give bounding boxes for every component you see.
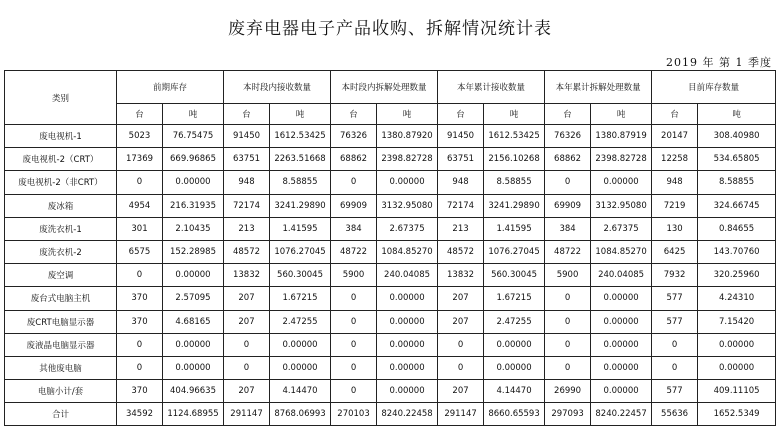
cell-weight: 0.00000 bbox=[377, 310, 438, 333]
cell-count: 69909 bbox=[545, 194, 591, 217]
cell-count: 370 bbox=[117, 310, 163, 333]
cell-weight: 1.67215 bbox=[484, 287, 545, 310]
cell-weight: 4.24310 bbox=[698, 287, 776, 310]
cell-weight: 0.00000 bbox=[698, 333, 776, 356]
cell-weight: 4.68165 bbox=[163, 310, 224, 333]
cell-weight: 3241.29890 bbox=[270, 194, 331, 217]
cell-weight: 0.00000 bbox=[591, 171, 652, 194]
cell-weight: 0.00000 bbox=[377, 333, 438, 356]
cell-count: 207 bbox=[224, 287, 270, 310]
cell-count: 577 bbox=[652, 380, 698, 403]
cell-weight: 2398.82728 bbox=[377, 148, 438, 171]
cell-weight: 1084.85270 bbox=[377, 240, 438, 263]
row-category: 废电视机-1 bbox=[5, 125, 117, 148]
cell-count: 0 bbox=[331, 310, 377, 333]
cell-count: 207 bbox=[224, 380, 270, 403]
cell-weight: 324.66745 bbox=[698, 194, 776, 217]
cell-count: 0 bbox=[224, 356, 270, 379]
cell-count: 948 bbox=[438, 171, 484, 194]
header-group: 本时段内拆解处理数量 bbox=[331, 71, 438, 104]
table-row bbox=[5, 403, 776, 426]
cell-count: 7219 bbox=[652, 194, 698, 217]
cell-count: 72174 bbox=[438, 194, 484, 217]
cell-count: 0 bbox=[224, 333, 270, 356]
cell-count: 0 bbox=[545, 356, 591, 379]
cell-weight: 1652.5349 bbox=[698, 403, 776, 426]
cell-count: 7932 bbox=[652, 264, 698, 287]
cell-count: 76326 bbox=[331, 125, 377, 148]
cell-count: 207 bbox=[438, 287, 484, 310]
cell-weight: 0.00000 bbox=[163, 356, 224, 379]
cell-weight: 4.14470 bbox=[484, 380, 545, 403]
cell-count: 55636 bbox=[652, 403, 698, 426]
unit-dun: 吨 bbox=[484, 104, 545, 125]
cell-count: 0 bbox=[117, 171, 163, 194]
cell-count: 297093 bbox=[545, 403, 591, 426]
cell-count: 91450 bbox=[438, 125, 484, 148]
cell-weight: 0.00000 bbox=[591, 380, 652, 403]
cell-weight: 404.96635 bbox=[163, 380, 224, 403]
cell-weight: 8240.22457 bbox=[591, 403, 652, 426]
cell-weight: 0.00000 bbox=[591, 310, 652, 333]
cell-count: 0 bbox=[117, 264, 163, 287]
unit-dun: 吨 bbox=[591, 104, 652, 125]
cell-count: 0 bbox=[545, 287, 591, 310]
table-row bbox=[5, 194, 776, 217]
cell-weight: 0.00000 bbox=[163, 264, 224, 287]
cell-weight: 0.00000 bbox=[484, 333, 545, 356]
cell-count: 207 bbox=[438, 310, 484, 333]
cell-weight: 0.00000 bbox=[163, 333, 224, 356]
cell-weight: 8.58855 bbox=[270, 171, 331, 194]
cell-weight: 0.00000 bbox=[377, 171, 438, 194]
cell-count: 0 bbox=[117, 333, 163, 356]
cell-count: 291147 bbox=[224, 403, 270, 426]
cell-count: 0 bbox=[545, 171, 591, 194]
row-category: 其他废电脑 bbox=[5, 356, 117, 379]
cell-weight: 320.25960 bbox=[698, 264, 776, 287]
cell-count: 130 bbox=[652, 217, 698, 240]
cell-weight: 409.11105 bbox=[698, 380, 776, 403]
cell-count: 72174 bbox=[224, 194, 270, 217]
cell-count: 20147 bbox=[652, 125, 698, 148]
unit-dun: 吨 bbox=[377, 104, 438, 125]
cell-count: 213 bbox=[438, 217, 484, 240]
row-category: 废冰箱 bbox=[5, 194, 117, 217]
cell-count: 0 bbox=[545, 333, 591, 356]
cell-weight: 1124.68955 bbox=[163, 403, 224, 426]
unit-tai: 台 bbox=[117, 104, 163, 125]
cell-count: 0 bbox=[438, 333, 484, 356]
cell-count: 370 bbox=[117, 287, 163, 310]
cell-count: 0 bbox=[545, 310, 591, 333]
cell-weight: 8.58855 bbox=[484, 171, 545, 194]
unit-tai: 台 bbox=[652, 104, 698, 125]
cell-weight: 0.00000 bbox=[377, 356, 438, 379]
cell-weight: 8240.22458 bbox=[377, 403, 438, 426]
cell-count: 0 bbox=[331, 356, 377, 379]
cell-count: 34592 bbox=[117, 403, 163, 426]
cell-weight: 3241.29890 bbox=[484, 194, 545, 217]
unit-dun: 吨 bbox=[270, 104, 331, 125]
cell-weight: 0.00000 bbox=[591, 356, 652, 379]
cell-weight: 1.41595 bbox=[270, 217, 331, 240]
cell-weight: 2.57095 bbox=[163, 287, 224, 310]
cell-count: 384 bbox=[331, 217, 377, 240]
cell-weight: 2.67375 bbox=[591, 217, 652, 240]
statistics-table bbox=[4, 70, 776, 426]
cell-count: 0 bbox=[652, 333, 698, 356]
cell-count: 63751 bbox=[438, 148, 484, 171]
cell-weight: 4.14470 bbox=[270, 380, 331, 403]
cell-weight: 76.75475 bbox=[163, 125, 224, 148]
table-row bbox=[5, 333, 776, 356]
table-row bbox=[5, 125, 776, 148]
unit-tai: 台 bbox=[438, 104, 484, 125]
header-group: 本时段内接收数量 bbox=[224, 71, 331, 104]
cell-weight: 669.96865 bbox=[163, 148, 224, 171]
cell-count: 48572 bbox=[224, 240, 270, 263]
report-title: 废弃电器电子产品收购、拆解情况统计表 bbox=[228, 19, 552, 39]
cell-count: 5900 bbox=[545, 264, 591, 287]
cell-count: 48572 bbox=[438, 240, 484, 263]
cell-weight: 1380.87920 bbox=[377, 125, 438, 148]
header-group: 目前库存数量 bbox=[652, 71, 776, 104]
cell-weight: 308.40980 bbox=[698, 125, 776, 148]
row-category: 废空调 bbox=[5, 264, 117, 287]
cell-count: 291147 bbox=[438, 403, 484, 426]
row-category: 电脑小计/套 bbox=[5, 380, 117, 403]
unit-tai: 台 bbox=[331, 104, 377, 125]
cell-count: 68862 bbox=[545, 148, 591, 171]
cell-weight: 240.04085 bbox=[591, 264, 652, 287]
cell-count: 384 bbox=[545, 217, 591, 240]
row-category: 废电视机-2（CRT） bbox=[5, 148, 117, 171]
cell-count: 5023 bbox=[117, 125, 163, 148]
cell-count: 26990 bbox=[545, 380, 591, 403]
cell-weight: 2.10435 bbox=[163, 217, 224, 240]
cell-weight: 1380.87919 bbox=[591, 125, 652, 148]
cell-weight: 0.00000 bbox=[591, 333, 652, 356]
cell-count: 0 bbox=[331, 380, 377, 403]
row-category: 废洗衣机-1 bbox=[5, 217, 117, 240]
unit-dun: 吨 bbox=[163, 104, 224, 125]
cell-count: 17369 bbox=[117, 148, 163, 171]
table-row bbox=[5, 287, 776, 310]
cell-weight: 2156.10268 bbox=[484, 148, 545, 171]
cell-count: 48722 bbox=[545, 240, 591, 263]
table-row bbox=[5, 380, 776, 403]
header-group: 本年累计拆解处理数量 bbox=[545, 71, 652, 104]
unit-tai: 台 bbox=[545, 104, 591, 125]
cell-count: 4954 bbox=[117, 194, 163, 217]
cell-weight: 3132.95080 bbox=[591, 194, 652, 217]
cell-count: 68862 bbox=[331, 148, 377, 171]
table-row bbox=[5, 217, 776, 240]
cell-count: 76326 bbox=[545, 125, 591, 148]
header-row-groups bbox=[5, 71, 776, 104]
cell-weight: 0.00000 bbox=[484, 356, 545, 379]
cell-weight: 1.41595 bbox=[484, 217, 545, 240]
cell-weight: 8660.65593 bbox=[484, 403, 545, 426]
table-row bbox=[5, 310, 776, 333]
cell-weight: 1612.53425 bbox=[270, 125, 331, 148]
cell-count: 12258 bbox=[652, 148, 698, 171]
cell-weight: 143.70760 bbox=[698, 240, 776, 263]
row-category: 废液晶电脑显示器 bbox=[5, 333, 117, 356]
cell-count: 370 bbox=[117, 380, 163, 403]
cell-count: 948 bbox=[224, 171, 270, 194]
cell-weight: 0.84655 bbox=[698, 217, 776, 240]
cell-weight: 2.67375 bbox=[377, 217, 438, 240]
cell-weight: 240.04085 bbox=[377, 264, 438, 287]
row-category: 合计 bbox=[5, 403, 117, 426]
cell-count: 207 bbox=[438, 380, 484, 403]
header-category: 类别 bbox=[5, 71, 117, 125]
cell-count: 948 bbox=[652, 171, 698, 194]
cell-weight: 152.28985 bbox=[163, 240, 224, 263]
cell-weight: 8.58855 bbox=[698, 171, 776, 194]
cell-weight: 2.47255 bbox=[484, 310, 545, 333]
row-category: 废电视机-2（非CRT） bbox=[5, 171, 117, 194]
cell-weight: 216.31935 bbox=[163, 194, 224, 217]
table-row bbox=[5, 240, 776, 263]
cell-count: 91450 bbox=[224, 125, 270, 148]
cell-weight: 0.00000 bbox=[270, 356, 331, 379]
table-row bbox=[5, 264, 776, 287]
cell-weight: 2263.51668 bbox=[270, 148, 331, 171]
cell-count: 270103 bbox=[331, 403, 377, 426]
unit-tai: 台 bbox=[224, 104, 270, 125]
cell-weight: 560.30045 bbox=[270, 264, 331, 287]
cell-count: 577 bbox=[652, 310, 698, 333]
cell-weight: 1076.27045 bbox=[484, 240, 545, 263]
cell-weight: 8768.06993 bbox=[270, 403, 331, 426]
header-group: 前期库存 bbox=[117, 71, 224, 104]
cell-weight: 0.00000 bbox=[698, 356, 776, 379]
cell-weight: 0.00000 bbox=[377, 287, 438, 310]
cell-weight: 560.30045 bbox=[484, 264, 545, 287]
cell-count: 0 bbox=[331, 287, 377, 310]
cell-weight: 3132.95080 bbox=[377, 194, 438, 217]
table-row bbox=[5, 148, 776, 171]
cell-weight: 7.15420 bbox=[698, 310, 776, 333]
cell-count: 207 bbox=[224, 310, 270, 333]
cell-count: 6425 bbox=[652, 240, 698, 263]
report-period: 2019 年 第 1 季度 bbox=[666, 56, 772, 69]
cell-weight: 1084.85270 bbox=[591, 240, 652, 263]
cell-weight: 0.00000 bbox=[591, 287, 652, 310]
cell-count: 213 bbox=[224, 217, 270, 240]
table-row bbox=[5, 356, 776, 379]
table-row bbox=[5, 171, 776, 194]
cell-weight: 2398.82728 bbox=[591, 148, 652, 171]
cell-count: 13832 bbox=[224, 264, 270, 287]
cell-count: 301 bbox=[117, 217, 163, 240]
unit-dun: 吨 bbox=[698, 104, 776, 125]
cell-count: 0 bbox=[331, 171, 377, 194]
cell-count: 0 bbox=[652, 356, 698, 379]
cell-weight: 0.00000 bbox=[270, 333, 331, 356]
cell-count: 6575 bbox=[117, 240, 163, 263]
cell-weight: 2.47255 bbox=[270, 310, 331, 333]
header-group: 本年累计接收数量 bbox=[438, 71, 545, 104]
header-row-units bbox=[5, 104, 776, 125]
cell-weight: 1076.27045 bbox=[270, 240, 331, 263]
row-category: 废台式电脑主机 bbox=[5, 287, 117, 310]
row-category: 废CRT电脑显示器 bbox=[5, 310, 117, 333]
cell-count: 48722 bbox=[331, 240, 377, 263]
cell-count: 0 bbox=[331, 333, 377, 356]
table-body bbox=[5, 125, 776, 426]
cell-weight: 534.65805 bbox=[698, 148, 776, 171]
cell-count: 0 bbox=[438, 356, 484, 379]
cell-count: 63751 bbox=[224, 148, 270, 171]
cell-count: 69909 bbox=[331, 194, 377, 217]
cell-weight: 0.00000 bbox=[377, 380, 438, 403]
cell-weight: 0.00000 bbox=[163, 171, 224, 194]
cell-weight: 1.67215 bbox=[270, 287, 331, 310]
cell-count: 0 bbox=[117, 356, 163, 379]
cell-count: 13832 bbox=[438, 264, 484, 287]
cell-count: 577 bbox=[652, 287, 698, 310]
cell-count: 5900 bbox=[331, 264, 377, 287]
row-category: 废洗衣机-2 bbox=[5, 240, 117, 263]
cell-weight: 1612.53425 bbox=[484, 125, 545, 148]
